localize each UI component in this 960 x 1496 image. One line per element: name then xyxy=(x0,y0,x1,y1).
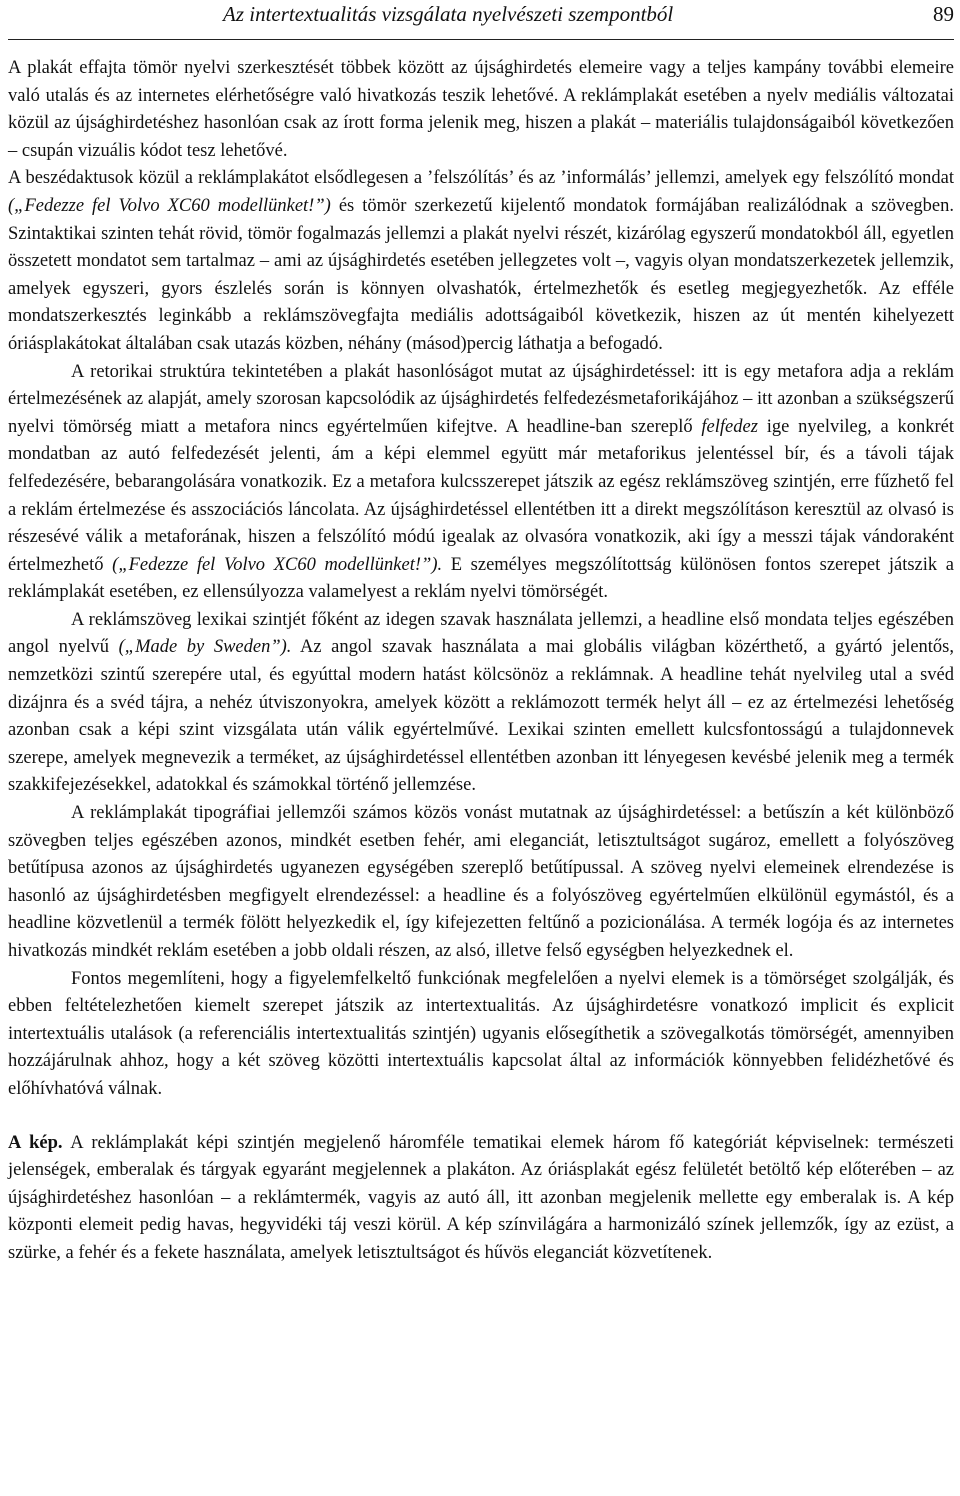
section-gap xyxy=(8,1104,954,1130)
paragraph-3-text-a: A reklámszöveg lexikai szintjét főként az idegen szavak használata jellemzi, a headline első mondata teljes egészében angol nyelvű xyxy=(8,609,954,658)
running-title: Az intertextualitás vizsgálata nyelvészeti szempontból xyxy=(223,2,674,26)
running-header xyxy=(8,0,954,40)
paragraph-1-quote: („Fedezze fel Volvo XC60 modellünket!”) xyxy=(8,195,331,216)
paragraph-1-text-b: A beszédaktusok közül a reklámplakátot elsődlegesen a ’felszólítás’ és az ’informálás’ jellemzi, amelyek egy felszólító mondat xyxy=(8,168,954,189)
paragraph-2-word: felfedez xyxy=(701,416,758,437)
paragraph-6 xyxy=(8,1130,954,1268)
page-number: 89 xyxy=(933,2,954,26)
body-text xyxy=(8,55,954,1268)
paragraph-4-text: A reklámplakát tipográfiai jellemzői számos közös vonást mutatnak az újsághirdetéssel: a betűszín a két különböző szövegben teljes egészében azonos, mindkét esetben fehér, ami eleganciát, letisztultságot sugároz, emellett a folyószöveg betűtípusa azonos az újsághirdetés ugyanezen egységében szereplő betűtípussal. A szöveg nyelvi elemeinek elrendezése is hasonló az újsághirdetésben megfigyelt elrendezéssel: a headline és a folyószöveg egyértelműen elkülönül egymástól, és a headline közvetlenül a termék fölött helyezkedik el, így kifejezetten feltűnő a pozicionálása. A termék logója és az internetes hivatkozás mindkét reklám esetében a jobb oldali részen, az alsó, illetve felső egységben helyezkednek el. xyxy=(8,803,954,961)
paragraph-4 xyxy=(8,800,954,966)
paragraph-2-text-c: E személyes megszólítottság különösen fontos szerepet játszik a reklámplakát esetében, ez ellensúlyozza valamelyest a reklám nyelvi tömörségét. xyxy=(8,554,955,603)
paragraph-6-text: A reklámplakát képi szintjén megjelenő háromféle tematikai elemek három fő kategóriát képviselnek: természeti jelenségek, emberalak és tárgyak egyaránt megjelennek a plakáton. Az óriásplakát egész felületét betöltő kép előterében – az újsághirdetéshez hasonlóan – a reklámtermék, vagyis az autó áll, itt azonban megjelenik mellette egy emberalak is. A kép központi elemeit pedig havas, hegyvidéki táj veszi körül. A kép színvilágára a harmonizáló színek jellemzők, így az ezüst, a szürke, a fehér és a fekete használata, amelyek letisztultságot és hűvös eleganciát közvetítenek. xyxy=(8,1132,954,1263)
paragraph-2-quote: („Fedezze fel Volvo XC60 modellünket!”). xyxy=(112,554,443,575)
paragraph-3 xyxy=(8,607,954,800)
paragraph-1-text-a: A plakát effajta tömör nyelvi szerkesztését többek között az újsághirdetés elemeire vagy a teljes kampány további elemeire való utalás és az internetes elérhetőségre való hivatkozás teszik lehetővé. A reklámplakát esetében a nyelv mediális változatai közül az újsághirdetéshez hasonlóan csak az írott forma jelenik meg, hiszen a plakát – materiális tulajdonságaiból következően – csupán vizuális kódot tesz lehetővé. xyxy=(8,58,954,161)
section-heading-kep: A kép. xyxy=(8,1132,63,1153)
paragraph-1-text-c: és tömör szerkezetű kijelentő mondatok formájában realizálódnak a szövegben. Szintaktikai szinten tehát rövid, tömör fogalmazás jellemzi a plakát nyelvi részét, kizárólag egyszerű mondatokból áll, egyetlen összetett mondatot sem tartalmaz – ami az újsághirdetés esetében jellegzetes volt –, vagyis olyan mondatszerkezetek jellemzik, amelyek egyszeri, gyors észlelés során is könnyen olvashatók, értelmezhetők és esetleg megjegyezhetők. Az efféle mondatszerkesztés leginkább a reklámszövegfajta mediális adottságaiból következik, hiszen az út mentén kihelyezett óriásplakátokat általában csak utazás közben, néhány (másod)percig láthatja a befogadó. xyxy=(8,195,955,354)
paragraph-3-text-b: Az angol szavak használata a mai globális világban közérthető, a gyártó jelentős, nemzetközi szintű szerepére utal, és egyúttal modern hatást kölcsönöz a reklámnak. A headline tehát nyelvileg utal a svéd dizájnra és a svéd tájra, a nehéz útviszonyokra, amelyek között a reklámozott termék helyt áll – ez az értelmezési lehetőség azonban csak a képi szint vizsgálata után válik egyértelművé. Lexikai szinten emellett kulcsfontosságú a tulajdonnevek szerepe, amelyek megnevezik a terméket, az újsághirdetéssel ellentétben azonban itt lényegesen kevésbé jelenik meg a termék szakkifejezésekkel, adatokkal és számokkal történő jellemzése. xyxy=(8,637,955,796)
paragraph-5 xyxy=(8,966,954,1104)
paragraph-2-text-a: A retorikai struktúra tekintetében a plakát hasonlóságot mutat az újsághirdetéssel: itt is egy metafora adja a reklám értelmezésének az alapját, amely szorosan kapcsolódik az újsághirdetés felfedezésmetaforikájához – itt azonban a szükségszerű nyelvi tömörség miatt a metafora nincs egyértelműen kifejtve. A headline-ban szereplő xyxy=(8,361,954,437)
paragraph-1 xyxy=(8,55,954,359)
paragraph-5-text: Fontos megemlíteni, hogy a figyelemfelkeltő funkciónak megfelelően a nyelvi elemek is a tömörséget szolgálják, és ebben feltételezhetően kiemelt szerepet játszik az intertextualitás. Az újsághirdetésre vonatkozó implicit és explicit intertextuális utalások (a referenciális intertextualitás szintjén) ugyanis elősegíthetik a szövegalkotás tömörségét, amennyiben hozzájárulnak ahhoz, hogy a két szöveg közötti intertextuális kapcsolat által az információk könnyebben felidézhetővé és előhívhatóvá válnak. xyxy=(8,968,954,1099)
paragraph-2-text-b: ige nyelvileg, a konkrét mondatban az autó felfedezését jelenti, ám a képi elemmel együtt már metaforikus jelentéssel bír, és a távoli tájak felfedezésére, bebarangolására vonatkozik. Ez a metafora kulcsszerepet játszik az egész reklámszöveg szintjén, erre fűzhető fel a reklám értelmezése és asszociációs láncolata. Az újsághirdetéssel ellentétben itt a direkt megszólításon keresztül az olvasó is részesévé válik a metaforának, hiszen a felszólító módú igealak az olvasóra vonatkozik, aki így a messzi tájak vándoraként értelmezhető xyxy=(8,416,954,575)
paragraph-3-quote: („Made by Sweden”). xyxy=(118,637,292,658)
paragraph-2 xyxy=(8,359,954,607)
